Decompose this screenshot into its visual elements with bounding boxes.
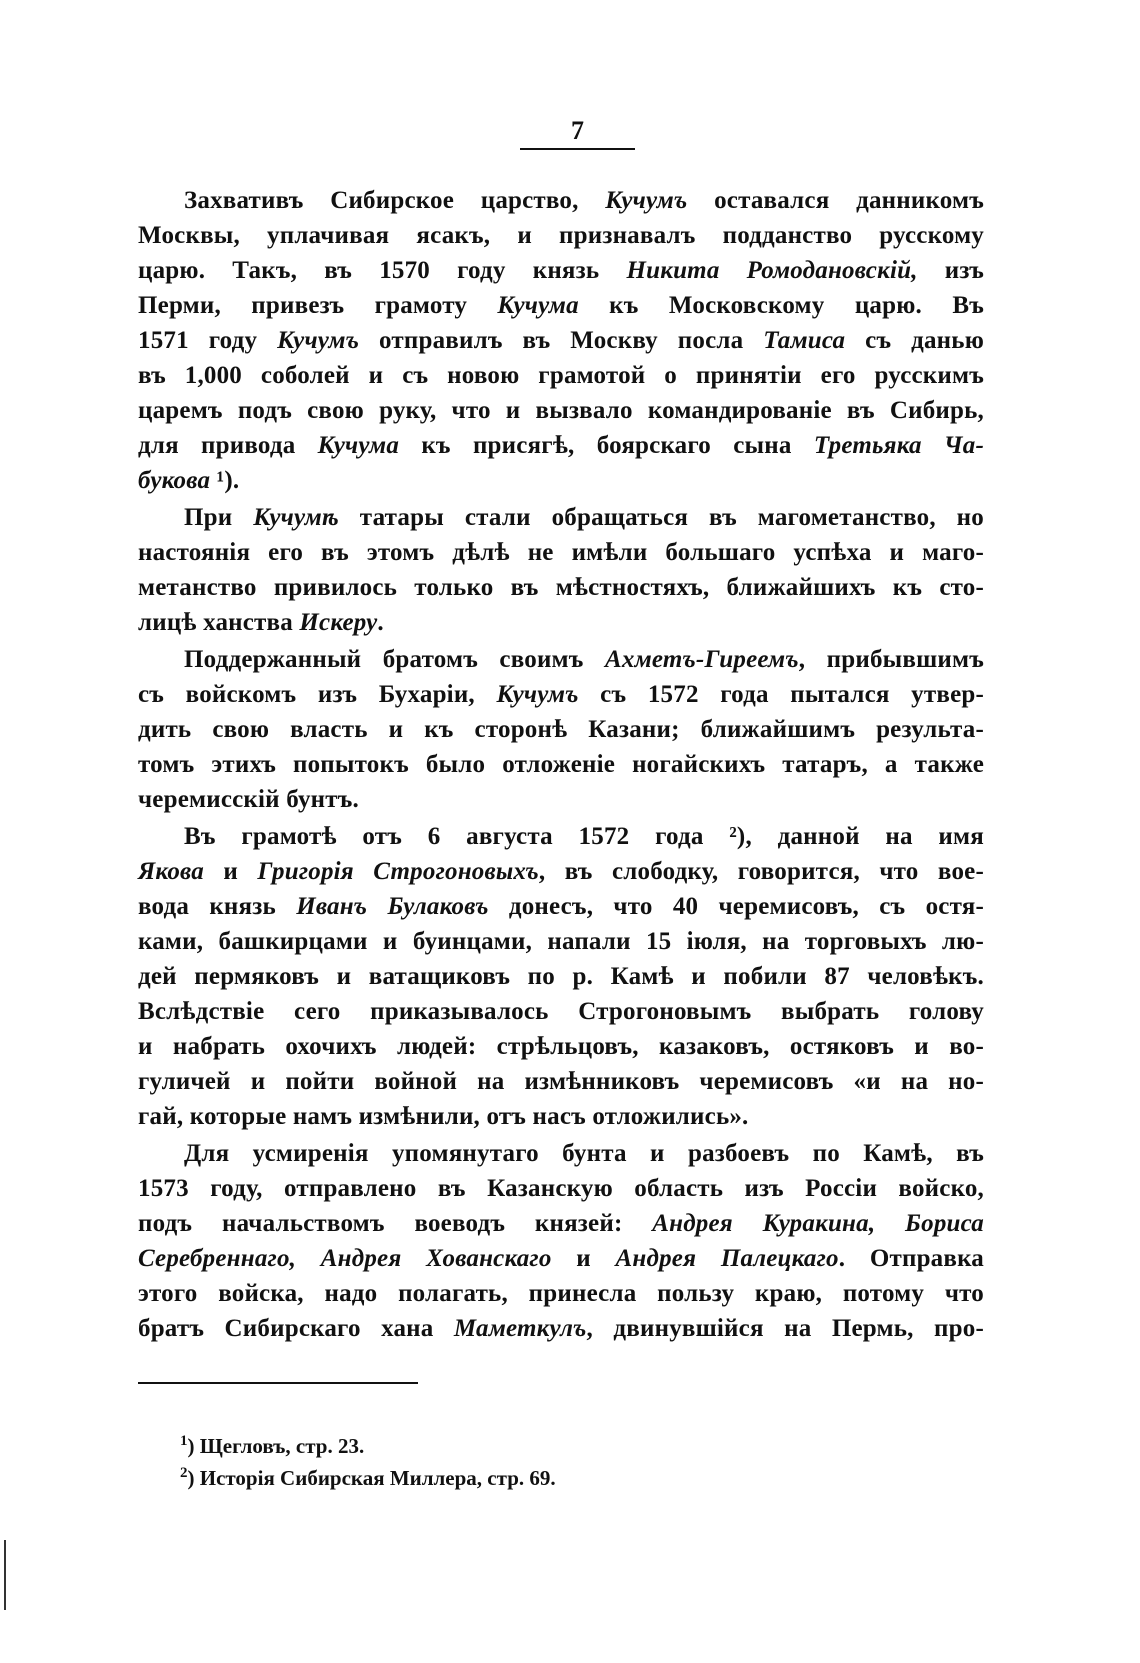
text-segment: . <box>377 609 384 636</box>
italic-name: Кучумъ <box>605 187 688 214</box>
text-line <box>138 642 984 677</box>
text-line <box>138 677 984 712</box>
italic-name: букова <box>138 467 211 494</box>
text-line <box>138 994 984 1029</box>
text-segment: лицѣ ханства <box>138 609 300 636</box>
text-line <box>138 712 984 747</box>
text-line <box>138 819 984 854</box>
text-segment: метанство привилось только въ мѣстностяхъ, ближайшихъ къ сто- <box>138 574 984 601</box>
italic-name: Андрея Палецкаго <box>615 1245 839 1272</box>
text-line <box>138 323 984 358</box>
italic-name: Андрея Куракина, Бориса <box>652 1210 984 1237</box>
page-number: 7 <box>571 116 584 145</box>
text-line <box>138 747 984 782</box>
text-line <box>138 1064 984 1099</box>
footnote-text: ) Исторія Сибирская Миллера, стр. 69. <box>187 1466 556 1490</box>
text-line <box>138 428 984 463</box>
italic-name: Серебреннаго, Андрея Хованскаго <box>138 1245 552 1272</box>
text-segment: гай, которые намъ измѣнили, отъ насъ отложились». <box>138 1103 749 1130</box>
text-line <box>138 253 984 288</box>
text-line <box>138 959 984 994</box>
text-line <box>138 500 984 535</box>
text-segment: въ 1,000 соболей и съ новою грамотой о принятіи его русскимъ <box>138 362 984 389</box>
text-segment: Поддержанный братомъ своимъ <box>184 646 606 673</box>
text-line <box>138 1206 984 1241</box>
text-segment: 1573 году, отправлено въ Казанскую область изъ Россіи войско, <box>138 1175 984 1202</box>
italic-name: Григорія Строгоновыхъ <box>257 858 539 885</box>
text-segment: и <box>203 858 258 885</box>
text-segment: Для усмиренія упомянутаго бунта и разбоевъ по Камѣ, въ <box>184 1140 984 1167</box>
text-segment: братъ Сибирскаго хана <box>138 1315 454 1342</box>
italic-name: Никита Ромодановскій, <box>626 257 918 284</box>
italic-name: Тамиса <box>763 327 846 354</box>
text-line <box>138 1241 984 1276</box>
text-line <box>138 605 984 640</box>
text-line <box>138 1136 984 1171</box>
text-segment: съ 1572 года пытался утвер- <box>578 681 984 708</box>
footnotes <box>180 1430 880 1494</box>
text-segment: Въ грамотѣ отъ 6 августа 1572 года ²), данной на имя <box>184 823 984 850</box>
text-segment: 1571 году <box>138 327 278 354</box>
italic-name: Кучумъ <box>496 681 579 708</box>
text-segment: отправилъ въ Москву посла <box>359 327 764 354</box>
text-segment: дить свою власть и къ сторонѣ Казани; ближайшимъ результа- <box>138 716 984 743</box>
text-segment: къ присягѣ, боярскаго сына <box>399 432 814 459</box>
text-line <box>138 924 984 959</box>
text-line <box>138 463 984 498</box>
text-line <box>138 889 984 924</box>
text-line <box>138 288 984 323</box>
text-segment: ¹). <box>210 467 240 494</box>
text-line <box>138 1276 984 1311</box>
body-text <box>138 183 984 1346</box>
italic-name: Иванъ Булаковъ <box>296 893 489 920</box>
text-segment: этого войска, надо полагать, принесла пользу краю, потому что <box>138 1280 984 1307</box>
text-segment: , въ слободку, говорится, что вое- <box>538 858 984 885</box>
text-segment: , прибывшимъ <box>798 646 985 673</box>
italic-name: Третьяка Ча- <box>813 432 985 459</box>
text-segment: настоянія его въ этомъ дѣлѣ не имѣли большаго успѣха и маго- <box>138 539 984 566</box>
text-segment: Москвы, уплачивая ясакъ, и признавалъ подданство русскому <box>138 222 984 249</box>
text-segment: подъ начальствомъ воеводъ князей: <box>138 1210 653 1237</box>
text-segment: царемъ подъ свою руку, что и вызвало командированіе въ Сибирь, <box>138 397 984 424</box>
italic-name: Искеру <box>299 609 378 636</box>
text-line <box>138 570 984 605</box>
text-segment: для привода <box>138 432 318 459</box>
text-line <box>138 218 984 253</box>
text-segment: дей пермяковъ и ватащиковъ по р. Камѣ и побили 87 человѣкъ. <box>138 963 984 990</box>
italic-name: Кучумѣ <box>253 504 339 531</box>
text-segment: къ Московскому царю. Въ <box>578 292 984 319</box>
text-segment: изъ <box>917 257 984 284</box>
text-segment: съ данью <box>845 327 985 354</box>
italic-name: Якова <box>138 858 204 885</box>
text-segment: царю. Такъ, въ 1570 году князь <box>138 257 627 284</box>
text-line <box>138 358 984 393</box>
text-segment: . Отправка <box>838 1245 984 1272</box>
text-segment: ками, башкирцами и буинцами, напали 15 іюля, на торговыхъ лю- <box>138 928 984 955</box>
text-segment: Захвативъ Сибирское царство, <box>184 187 606 214</box>
footnote-mark: 2 <box>180 1465 188 1481</box>
text-segment: Перми, привезъ грамоту <box>138 292 498 319</box>
text-segment: съ войскомъ изъ Бухаріи, <box>138 681 497 708</box>
text-line <box>138 183 984 218</box>
text-line <box>138 854 984 889</box>
page-number-rule <box>520 148 635 150</box>
footnote-mark: 1 <box>180 1433 188 1449</box>
text-line <box>138 1171 984 1206</box>
text-line <box>138 782 984 817</box>
text-segment: , двинувшійся на Пермь, про- <box>586 1315 984 1342</box>
text-line <box>138 1311 984 1346</box>
text-segment: и набрать охочихъ людей: стрѣльцовъ, казаковъ, остяковъ и во- <box>138 1033 984 1060</box>
text-segment: татары стали обращаться въ магометанство, но <box>338 504 984 531</box>
text-line <box>138 1029 984 1064</box>
text-line <box>138 1099 984 1134</box>
text-segment: томъ этихъ попытокъ было отложеніе ногайскихъ татаръ, а также <box>138 751 984 778</box>
text-segment: вода князь <box>138 893 297 920</box>
text-segment: донесъ, что 40 черемисовъ, съ остя- <box>488 893 984 920</box>
footnote <box>180 1430 880 1462</box>
margin-mark <box>4 1540 6 1610</box>
footnote <box>180 1462 880 1494</box>
text-segment: черемисскій бунтъ. <box>138 786 359 813</box>
text-segment: и <box>551 1245 616 1272</box>
text-segment: При <box>184 504 254 531</box>
text-segment: гуличей и пойти войной на измѣнниковъ черемисовъ «и на но- <box>138 1068 984 1095</box>
italic-name: Кучумъ <box>277 327 360 354</box>
text-line <box>138 535 984 570</box>
footnote-text: ) Щегловъ, стр. 23. <box>187 1434 365 1458</box>
footnote-rule <box>138 1382 418 1384</box>
text-line <box>138 393 984 428</box>
text-segment: Вслѣдствіе сего приказывалось Строгоновымъ выбрать голову <box>138 998 984 1025</box>
text-segment: оставался данникомъ <box>687 187 984 214</box>
italic-name: Ахметъ-Гиреемъ <box>605 646 799 673</box>
italic-name: Кучума <box>497 292 579 319</box>
italic-name: Маметкулъ <box>453 1315 587 1342</box>
italic-name: Кучума <box>317 432 400 459</box>
